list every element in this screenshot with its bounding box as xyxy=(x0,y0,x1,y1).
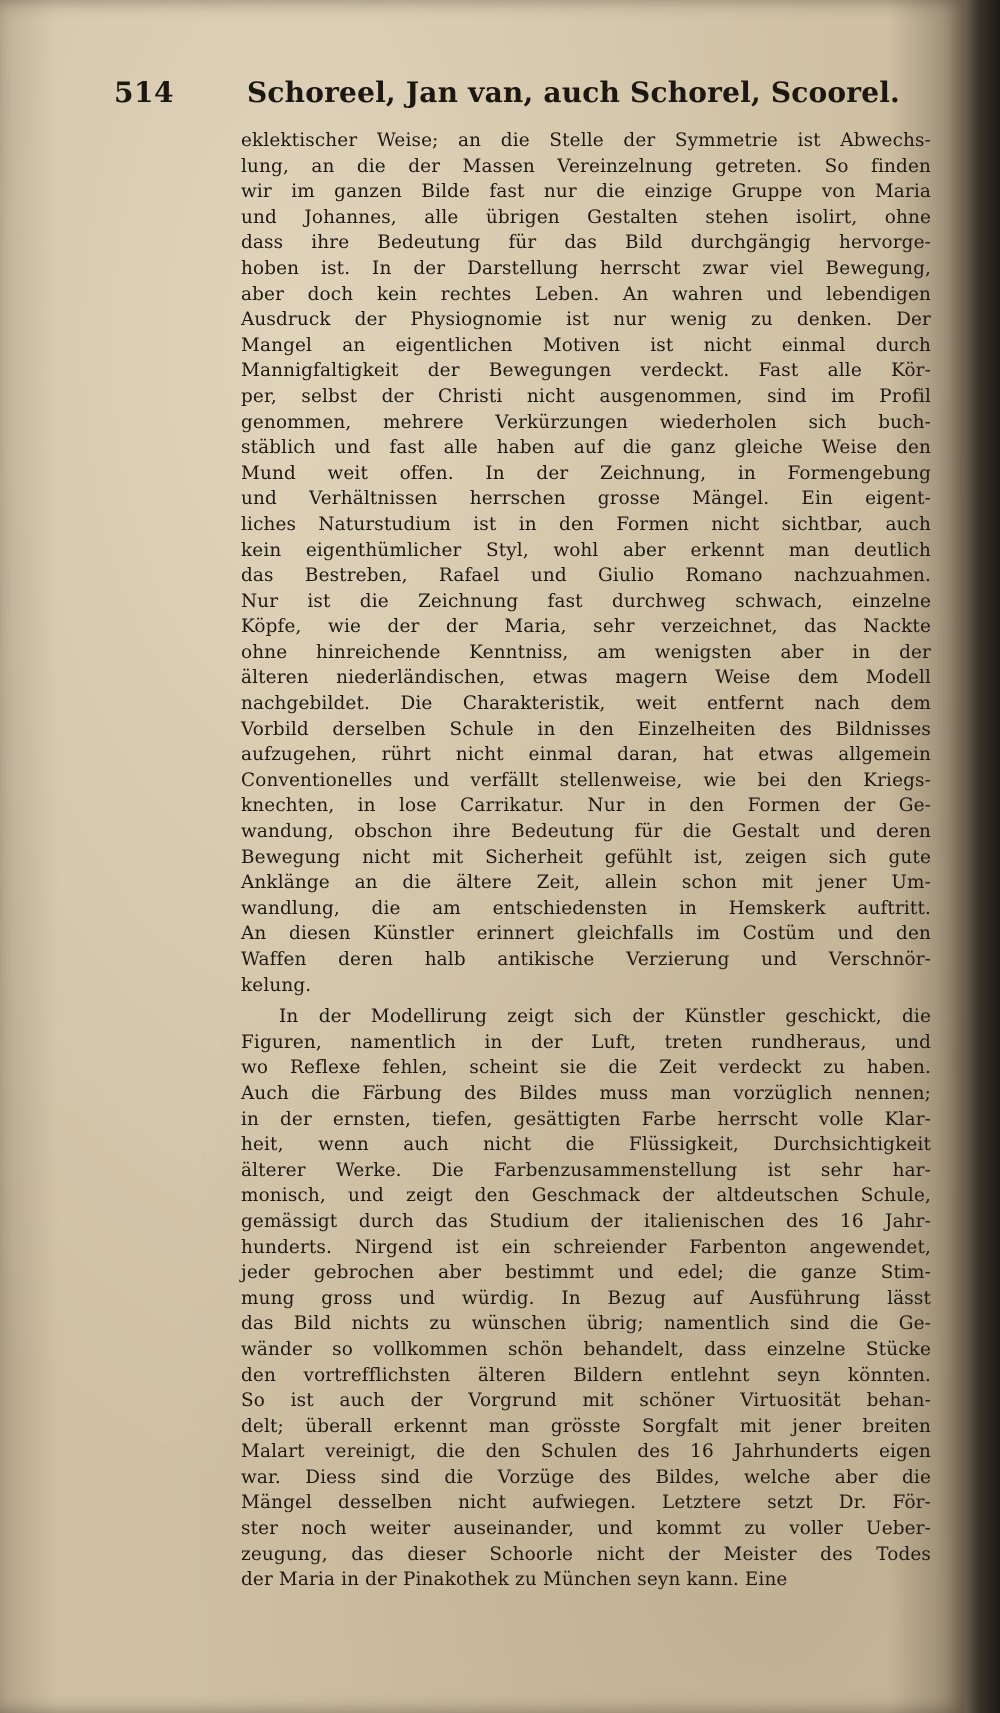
text-line: Waffen deren halb antikische Verzierung und Verschnör- xyxy=(241,949,931,970)
paragraph xyxy=(241,1004,931,1593)
text-line: kein eigenthümlicher Styl, wohl aber erkennt man deutlich xyxy=(241,539,931,561)
text-line: So ist auch der Vorgrund mit schöner Virtuosität behan- xyxy=(241,1390,931,1412)
text-line: knechten, in lose Carrikatur. Nur in den Formen der Ge- xyxy=(241,795,931,817)
text-line: hunderts. Nirgend ist ein schreiender Farbenton angewendet, xyxy=(241,1236,931,1258)
text-line: und Verhältnissen herrschen grosse Mängel. Ein eigent- xyxy=(241,488,931,510)
text-line: das Bild nichts zu wünschen übrig; namentlich sind die Ge- xyxy=(241,1313,931,1335)
text-line: Malart vereinigt, die den Schulen des 16 Jahrhunderts eigen xyxy=(241,1441,931,1463)
paragraph xyxy=(241,128,931,998)
text-line: delt; überall erkennt man grösste Sorgfalt mit jener breiten xyxy=(241,1415,931,1437)
text-line: wo Reflexe fehlen, scheint sie die Zeit verdeckt zu haben. xyxy=(241,1057,931,1079)
text-line: ohne hinreichende Kenntniss, am wenigsten aber in der xyxy=(241,641,931,663)
body-text xyxy=(241,128,931,1593)
text-line: Mangel an eigentlichen Motiven ist nicht einmal durch xyxy=(241,334,931,356)
text-line: gemässigt durch das Studium der italienischen des 16 Jahr- xyxy=(241,1210,931,1232)
text-line: das Bestreben, Rafael und Giulio Romano nachzuahmen. xyxy=(241,565,931,587)
text-line: in der ernsten, tiefen, gesättigten Farbe herrscht volle Klar- xyxy=(241,1108,931,1130)
text-line: An diesen Künstler erinnert gleichfalls im Costüm und den xyxy=(241,923,931,945)
text-line: Bewegung nicht mit Sicherheit gefühlt ist, zeigen sich gute xyxy=(241,846,931,868)
text-line: monisch, und zeigt den Geschmack der altdeutschen Schule, xyxy=(241,1185,931,1207)
text-line: heit, wenn auch nicht die Flüssigkeit, Durchsichtigkeit xyxy=(241,1134,931,1156)
text-line: der Maria in der Pinakothek zu München seyn kann. Eine xyxy=(241,1569,788,1591)
text-line: Figuren, namentlich in der Luft, treten rundheraus, und xyxy=(241,1031,931,1053)
text-line: Ausdruck der Physiognomie ist nur wenig zu denken. Der xyxy=(241,309,931,331)
text-line: älteren niederländischen, etwas magern Weise dem Modell xyxy=(241,667,931,689)
text-line: zeugung, das dieser Schoorle nicht der Meister des Todes xyxy=(241,1543,931,1565)
text-line: genommen, mehrere Verkürzungen wiederholen sich buch- xyxy=(241,411,931,433)
text-line: hoben ist. In der Darstellung herrscht zwar viel Bewegung, xyxy=(241,257,931,279)
text-line: Mund weit offen. In der Zeichnung, in Formengebung xyxy=(241,462,931,484)
text-line: aufzugehen, rührt nicht einmal daran, hat etwas allgemein xyxy=(241,744,931,766)
text-line: mung gross und würdig. In Bezug auf Ausführung lässt xyxy=(241,1287,931,1309)
text-line: dass ihre Bedeutung für das Bild durchgängig hervorge- xyxy=(241,232,931,254)
text-line: jeder gebrochen aber bestimmt und edel; die ganze Stim- xyxy=(241,1262,931,1284)
page-header xyxy=(114,76,934,120)
text-line: wandung, obschon ihre Bedeutung für die Gestalt und deren xyxy=(241,821,931,843)
text-line: Mannigfaltigkeit der Bewegungen verdeckt. Fast alle Kör- xyxy=(241,360,931,382)
text-line: war. Diess sind die Vorzüge des Bildes, welche aber die xyxy=(241,1466,931,1488)
text-line: wir im ganzen Bilde fast nur die einzige Gruppe von Maria xyxy=(241,181,931,203)
text-line: In der Modellirung zeigt sich der Künstler geschickt, die xyxy=(279,1006,931,1028)
book-spine-shadow xyxy=(965,0,1000,1713)
text-line: wänder so vollkommen schön behandelt, dass einzelne Stücke xyxy=(241,1338,931,1360)
text-line: ster noch weiter auseinander, und kommt zu voller Ueber- xyxy=(241,1518,931,1540)
text-line: aber doch kein rechtes Leben. An wahren und lebendigen xyxy=(241,283,931,305)
text-line: eklektischer Weise; an die Stelle der Symmetrie ist Abwechs- xyxy=(241,130,931,151)
text-line: älterer Werke. Die Farbenzusammenstellung ist sehr har- xyxy=(241,1159,931,1181)
text-line: lung, an die der Massen Vereinzelnung getreten. So finden xyxy=(241,155,931,177)
text-line: Mängel desselben nicht aufwiegen. Letztere setzt Dr. För- xyxy=(241,1492,931,1514)
text-line: liches Naturstudium ist in den Formen nicht sichtbar, auch xyxy=(241,513,931,535)
text-line: Nur ist die Zeichnung fast durchweg schwach, einzelne xyxy=(241,590,931,612)
text-line: und Johannes, alle übrigen Gestalten stehen isolirt, ohne xyxy=(241,206,931,228)
text-line: kelung. xyxy=(241,974,312,996)
text-line: Anklänge an die ältere Zeit, allein schon mit jener Um- xyxy=(241,872,931,894)
page-number: 514 xyxy=(114,76,174,109)
text-line: den vortrefflichsten älteren Bildern entlehnt seyn könnten. xyxy=(241,1364,931,1386)
text-line: Vorbild derselben Schule in den Einzelheiten des Bildnisses xyxy=(241,718,931,740)
text-line: Köpfe, wie der der Maria, sehr verzeichnet, das Nackte xyxy=(241,616,931,638)
text-line: Conventionelles und verfällt stellenweise, wie bei den Kriegs- xyxy=(241,769,931,791)
text-line: Auch die Färbung des Bildes muss man vorzüglich nennen; xyxy=(241,1082,931,1104)
text-line: per, selbst der Christi nicht ausgenommen, sind im Profil xyxy=(241,385,931,407)
text-line: nachgebildet. Die Charakteristik, weit entfernt nach dem xyxy=(241,693,931,715)
text-line: wandlung, die am entschiedensten in Hemskerk auftritt. xyxy=(241,897,931,919)
running-title: Schoreel, Jan van, auch Schorel, Scoorel. xyxy=(247,76,901,109)
text-line: stäblich und fast alle haben auf die ganz gleiche Weise den xyxy=(241,437,931,459)
